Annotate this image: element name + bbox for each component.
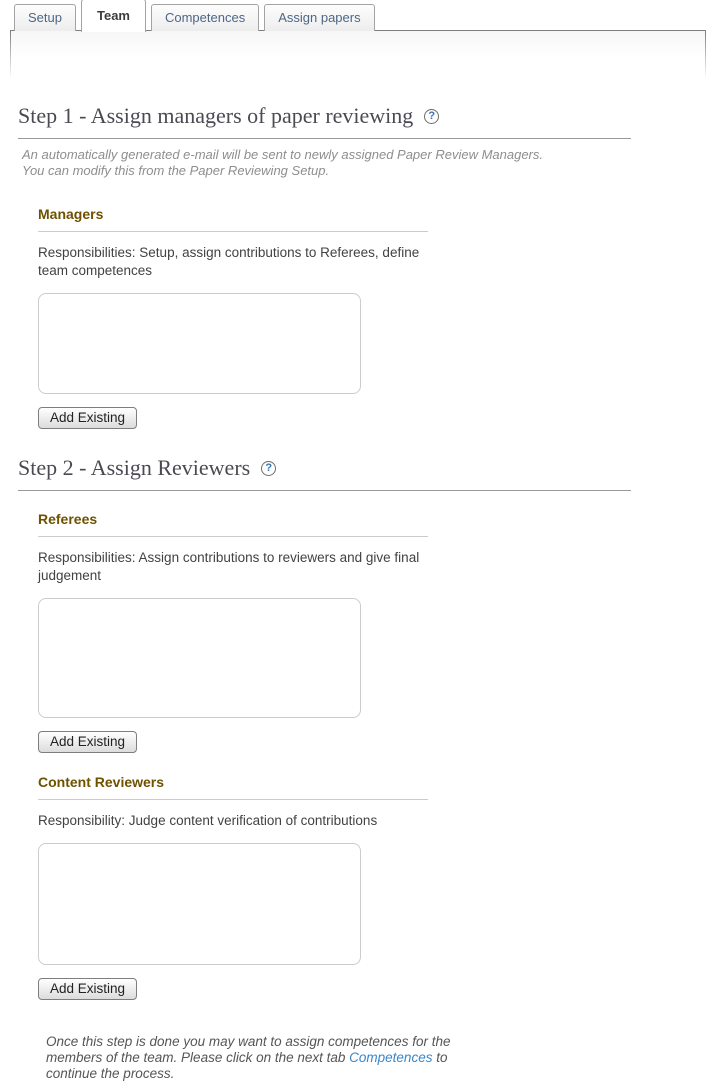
- content-reviewers-user-list[interactable]: [38, 843, 361, 965]
- managers-responsibilities: Responsibilities: Setup, assign contributions to Referees, define team competences: [38, 245, 420, 278]
- step2-heading: [18, 455, 631, 491]
- managers-user-list[interactable]: [38, 293, 361, 394]
- content-reviewers-section-title: Content Reviewers: [38, 774, 428, 800]
- step1-note: [22, 147, 698, 179]
- managers-add-existing-button[interactable]: Add Existing: [38, 407, 137, 429]
- tab-bar: [10, 0, 706, 31]
- step1-note-line1: An automatically generated e-mail will be sent to newly assigned Paper Review Managers.: [22, 147, 543, 162]
- step1-title: Step 1 - Assign managers of paper reviewing: [18, 103, 414, 128]
- team-tab-panel: [10, 30, 706, 1081]
- managers-section-title: Managers: [38, 206, 428, 232]
- next-step-note-text: Once this step is done you may want to assign competences for the members of the team. Please click on the next tab: [46, 1034, 451, 1065]
- step1-note-line2: You can modify this from the Paper Reviewing Setup.: [22, 163, 330, 178]
- referees-user-list[interactable]: [38, 598, 361, 718]
- content-reviewers-add-existing-button[interactable]: Add Existing: [38, 978, 137, 1000]
- tab-setup[interactable]: Setup: [14, 4, 76, 31]
- next-step-note: [46, 1034, 458, 1082]
- help-icon[interactable]: ?: [424, 109, 439, 124]
- tab-assign-papers[interactable]: Assign papers: [264, 4, 374, 31]
- step2-title: Step 2 - Assign Reviewers: [18, 455, 251, 480]
- referees-responsibilities: Responsibilities: Assign contributions to reviewers and give final judgement: [38, 550, 420, 583]
- competences-link[interactable]: Competences: [349, 1050, 433, 1065]
- help-icon[interactable]: ?: [261, 461, 276, 476]
- next-step-note-text-end: to continue the process.: [46, 1050, 448, 1081]
- step1-heading: [18, 103, 631, 139]
- content-reviewers-section: [38, 774, 698, 1000]
- content-reviewers-responsibilities: Responsibility: Judge content verification of contributions: [38, 813, 378, 828]
- tab-team[interactable]: Team: [81, 0, 146, 32]
- referees-section: [38, 511, 698, 753]
- referees-add-existing-button[interactable]: Add Existing: [38, 731, 137, 753]
- tab-competences[interactable]: Competences: [151, 4, 259, 31]
- managers-section: [38, 206, 698, 429]
- referees-section-title: Referees: [38, 511, 428, 537]
